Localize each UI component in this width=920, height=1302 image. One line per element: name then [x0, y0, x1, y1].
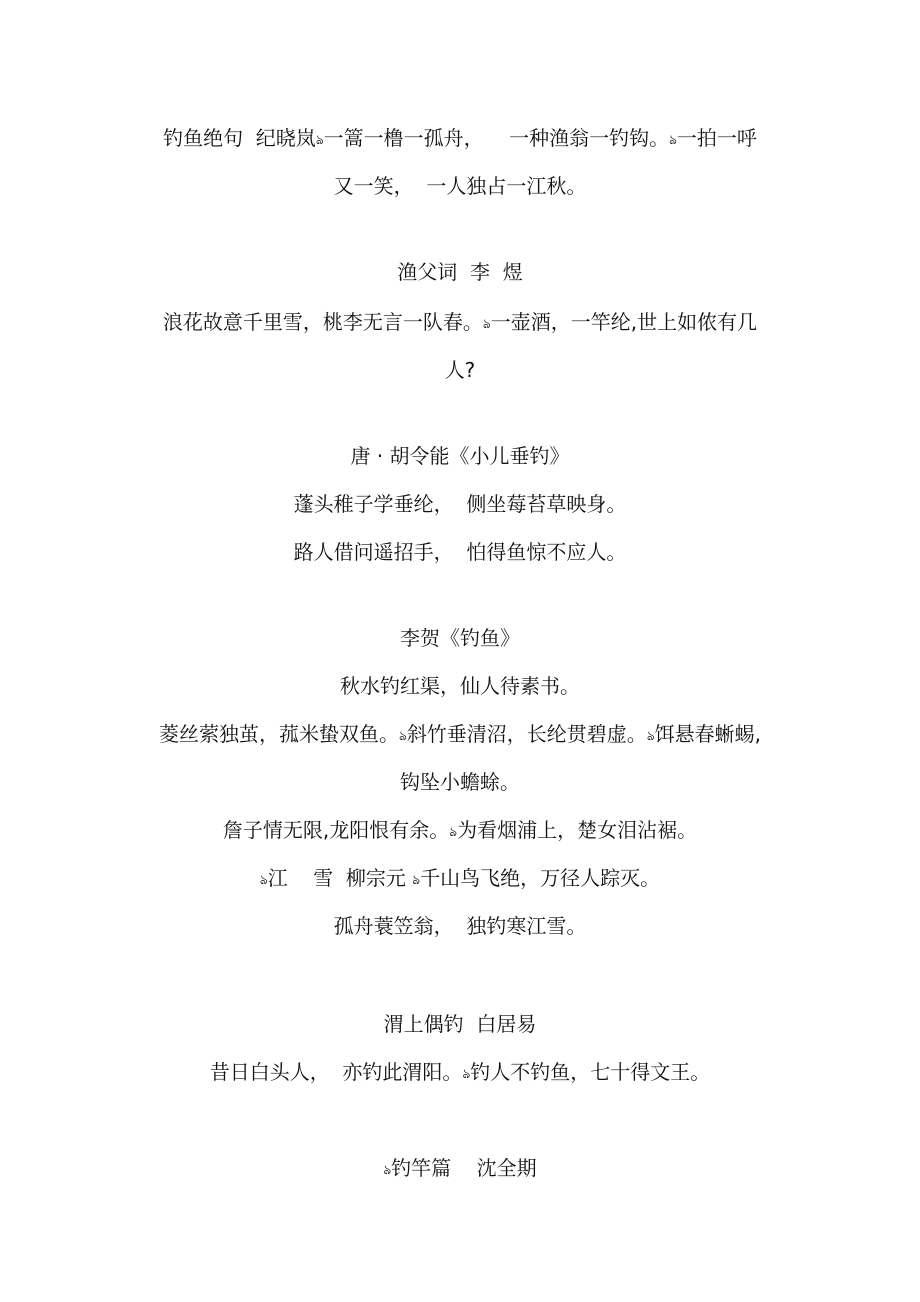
- poem-6-line-1: [0, 1058, 920, 1089]
- poem-4-verse-d: 詹子情无限,龙阳恨有余。: [222, 818, 450, 842]
- poem-5-verse-a: 千山鸟飞绝，万径人踪灭。: [420, 866, 661, 890]
- paragraph-marker-icon: ঌ: [449, 825, 458, 840]
- poem-3-line-1: 蓬头稚子学垂纶， 侧坐莓苔草映身。: [293, 492, 627, 516]
- poem-5-line-1: [0, 864, 920, 895]
- paragraph-marker-icon: ঌ: [315, 133, 324, 148]
- poem-1-line-2: 又一笑， 一人独占一江秋。: [333, 174, 587, 198]
- poem-1-line-1: [0, 124, 920, 155]
- paragraph-marker-icon: ঌ: [669, 133, 677, 148]
- poem-1-verse-a: 一篙一橹一孤舟， 一种渔翁一钓钩。: [323, 126, 670, 150]
- paragraph-marker-icon: ঌ: [462, 1067, 471, 1082]
- poem-4-verse-a: 菱丝萦独茧，菰米蛰双鱼。: [158, 722, 399, 746]
- poem-2-line-1: [0, 308, 920, 339]
- poem-2-line-2: 人?: [444, 358, 476, 382]
- poem-4-line-2: [0, 720, 920, 751]
- poem-5-line-2: 孤舟蓑笠翁， 独钓寒江雪。: [333, 914, 587, 938]
- poem-6-title: 渭上偶钓 白居易: [383, 1012, 537, 1036]
- poem-6-verse-b: 钓人不钓鱼，七十得文王。: [470, 1060, 711, 1084]
- poem-2-verse-b: 一壶酒，一竿纶,世上如侬有几: [490, 310, 758, 334]
- poem-4-line-4: [0, 816, 920, 847]
- paragraph-marker-icon: ঌ: [383, 1163, 392, 1178]
- poem-4-line-1: 秋水钓红渠，仙人待素书。: [340, 674, 580, 698]
- paragraph-marker-icon: ঌ: [646, 729, 655, 744]
- poem-6-verse-a: 昔日白头人， 亦钓此渭阳。: [209, 1060, 463, 1084]
- poem-7-line-1: [0, 1154, 920, 1185]
- paragraph-marker-icon: ঌ: [412, 873, 421, 888]
- poem-3-line-2: 路人借问遥招手， 怕得鱼惊不应人。: [293, 540, 627, 564]
- poem-4-verse-b: 斜竹垂清沼，长纶贯碧虚。: [406, 722, 647, 746]
- poem-3-title: 唐 · 胡令能《小儿垂钓》: [350, 444, 570, 468]
- poem-7-title: 钓竿篇 沈全期: [391, 1156, 537, 1180]
- poem-4-line-3: 钩坠小蟾蜍。: [400, 770, 520, 794]
- paragraph-marker-icon: ঌ: [259, 873, 268, 888]
- poem-2-title: 渔父词 李 煜: [397, 260, 523, 284]
- poem-4-title: 李贺《钓鱼》: [400, 626, 520, 650]
- poem-4-verse-c: 饵悬春蜥蜴,: [654, 722, 761, 746]
- poem-5-title: 江 雪 柳宗元: [267, 866, 413, 890]
- poem-4-verse-e: 为看烟浦上，楚女泪沾裾。: [457, 818, 698, 842]
- paragraph-marker-icon: ঌ: [398, 729, 407, 744]
- poem-2-verse-a: 浪花故意千里雪，桃李无言一队春。: [162, 310, 483, 334]
- paragraph-marker-icon: ঌ: [482, 317, 491, 332]
- poem-1-verse-b: 一拍一呼: [676, 126, 757, 150]
- poem-1-title: 钓鱼绝句 纪晓岚: [163, 126, 316, 150]
